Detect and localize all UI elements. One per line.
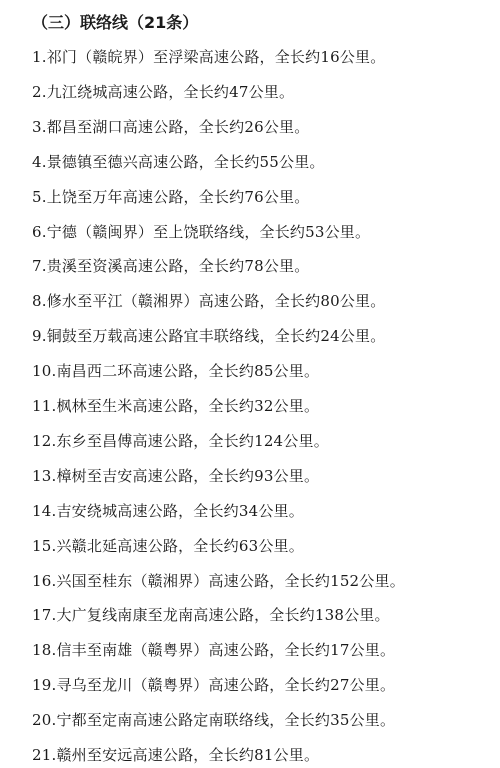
item-text: 都昌至湖口高速公路，全长约26公里。 (46, 117, 310, 136)
item-number: 4. (32, 152, 47, 171)
list-item (32, 533, 304, 559)
list-item (32, 742, 319, 768)
item-number: 17. (32, 606, 57, 625)
item-number: 8. (32, 292, 47, 311)
item-text: 樟树至吉安高速公路，全长约93公里。 (56, 466, 320, 485)
item-text: 贵溪至资溪高速公路，全长约78公里。 (46, 257, 310, 276)
section-heading: （三）联络线（21条） (32, 13, 199, 32)
item-number: 14. (32, 501, 57, 520)
item-text: 赣州至安远高速公路，全长约81公里。 (56, 746, 320, 764)
item-number: 11. (32, 397, 57, 415)
list-item (32, 707, 395, 733)
list-item (32, 358, 319, 384)
list-item (32, 149, 325, 175)
list-item (32, 498, 304, 524)
list-item (32, 114, 309, 140)
item-text: 南昌西二环高速公路，全长约85公里。 (56, 362, 320, 381)
list-item (32, 428, 329, 454)
item-number: 19. (32, 676, 57, 695)
list-item (32, 463, 319, 489)
list-item (32, 602, 390, 628)
item-number: 15. (32, 536, 57, 555)
item-text: 东乡至昌傅高速公路，全长约124公里。 (56, 431, 329, 450)
list-item (32, 219, 370, 245)
list-item (32, 323, 385, 349)
item-text: 修水至平江（赣湘界）高速公路，全长约80公里。 (46, 292, 386, 311)
list-item (32, 44, 385, 70)
item-number: 16. (32, 571, 57, 590)
item-text: 寻乌至龙川（赣粤界）高速公路，全长约27公里。 (56, 676, 396, 695)
item-text: 兴国至桂东（赣湘界）高速公路，全长约152公里。 (56, 571, 405, 590)
list-item (32, 393, 319, 419)
item-text: 上饶至万年高速公路，全长约76公里。 (46, 187, 310, 206)
item-number: 5. (32, 187, 47, 206)
list-item (32, 253, 309, 279)
item-number: 10. (32, 362, 57, 381)
list-item (32, 637, 395, 663)
list-item (32, 672, 395, 698)
list-item (32, 184, 309, 210)
item-text: 大广复线南康至龙南高速公路，全长约138公里。 (56, 606, 390, 625)
item-number: 3. (32, 117, 47, 136)
list-item (32, 288, 385, 314)
item-number: 18. (32, 641, 57, 660)
item-text: 兴赣北延高速公路，全长约63公里。 (56, 536, 304, 555)
item-text: 信丰至南雄（赣粤界）高速公路，全长约17公里。 (56, 641, 396, 660)
item-text: 枫林至生米高速公路，全长约32公里。 (56, 397, 320, 415)
item-number: 2. (32, 82, 47, 101)
item-number: 21. (32, 746, 57, 764)
item-number: 7. (32, 257, 47, 276)
list-item (32, 568, 405, 594)
item-number: 6. (32, 222, 47, 241)
item-text: 宁都至定南高速公路定南联络线，全长约35公里。 (56, 711, 396, 730)
item-text: 宁德（赣闽界）至上饶联络线，全长约53公里。 (46, 222, 371, 241)
item-number: 12. (32, 431, 57, 450)
item-number: 9. (32, 327, 47, 346)
item-text: 铜鼓至万载高速公路宜丰联络线，全长约24公里。 (46, 327, 386, 346)
item-text: 景德镇至德兴高速公路，全长约55公里。 (46, 152, 325, 171)
item-text: 吉安绕城高速公路，全长约34公里。 (56, 501, 304, 520)
list-item (32, 79, 294, 105)
item-number: 1. (32, 48, 47, 66)
item-number: 20. (32, 711, 57, 730)
item-number: 13. (32, 466, 57, 485)
item-text: 祁门（赣皖界）至浮梁高速公路，全长约16公里。 (46, 48, 386, 66)
item-text: 九江绕城高速公路，全长约47公里。 (46, 82, 295, 101)
